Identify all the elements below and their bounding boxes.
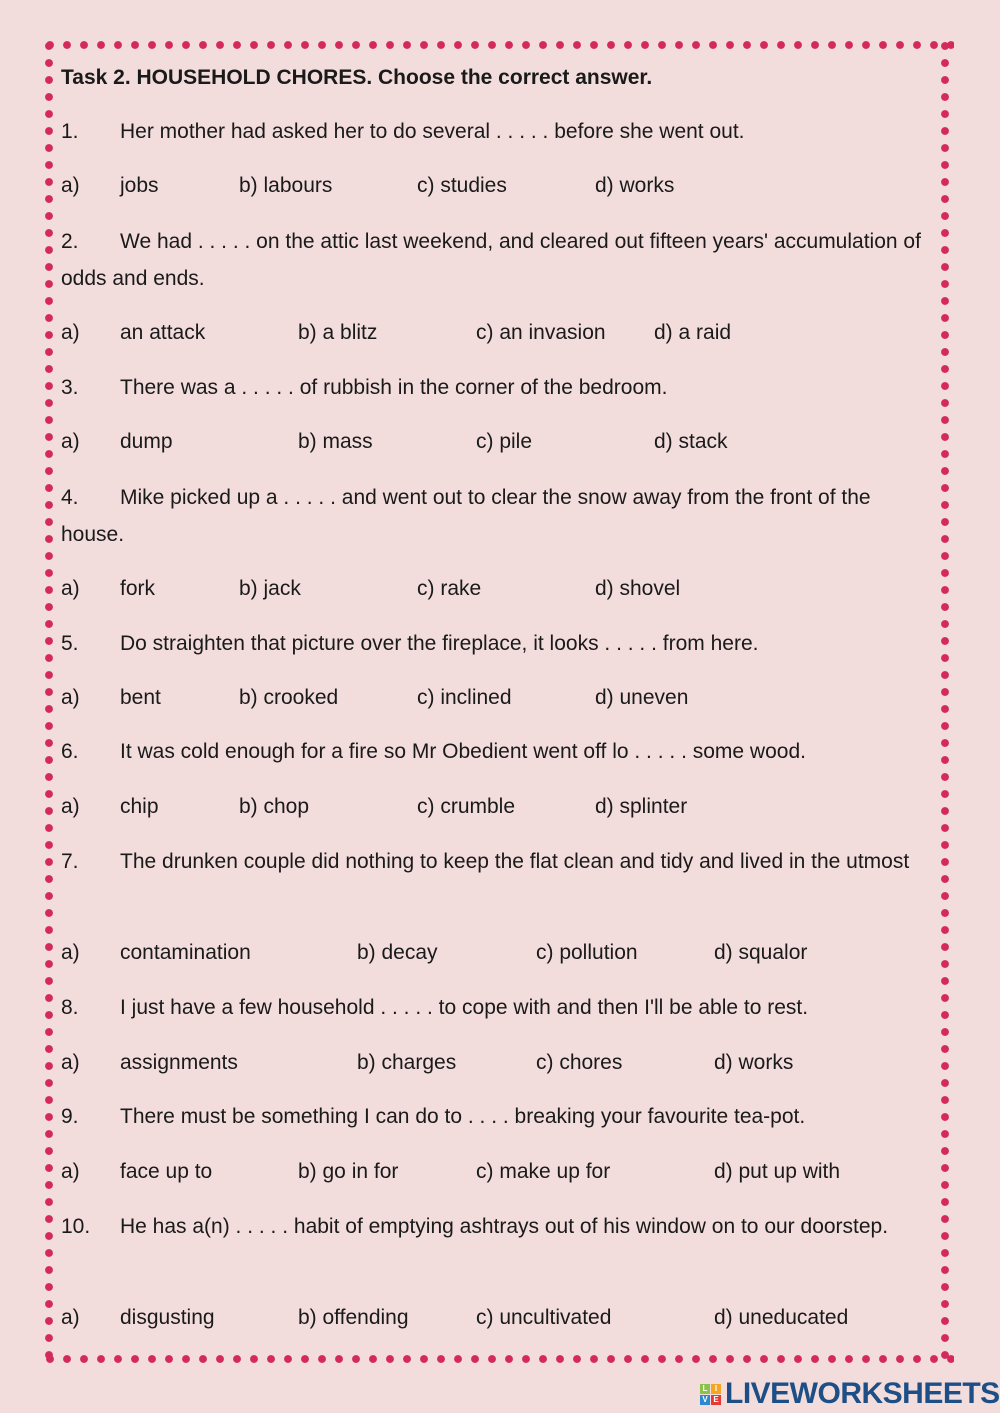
question-number: 6. [61,740,79,763]
question-number: 3. [61,376,79,399]
answer-option[interactable]: d) uneducated [714,1306,849,1329]
answer-option[interactable]: disgusting [120,1306,215,1329]
answer-option[interactable]: b) a blitz [298,321,378,344]
option-a-label: a) [61,321,80,344]
answer-option[interactable]: c) crumble [417,795,516,818]
answer-option[interactable]: d) splinter [595,795,688,818]
question-10 [61,1208,936,1245]
question-number: 5. [61,632,79,655]
option-a-label: a) [61,795,80,818]
logo-text: LIVEWORKSHEETS [725,1377,1000,1410]
answer-option[interactable]: c) make up for [476,1160,611,1183]
answer-option[interactable]: an attack [120,321,206,344]
question-number: 7. [61,850,79,873]
answer-option[interactable]: d) a raid [654,321,732,344]
option-a-label: a) [61,430,80,453]
question-number: 2. [61,230,79,253]
answer-option[interactable]: b) jack [239,577,301,600]
answer-option[interactable]: assignments [120,1051,238,1074]
option-a-label: a) [61,174,80,197]
option-a-label: a) [61,577,80,600]
answer-option[interactable]: d) shovel [595,577,681,600]
answer-option[interactable]: dump [120,430,173,453]
answer-option[interactable]: c) rake [417,577,482,600]
answer-option[interactable]: b) charges [357,1051,457,1074]
answer-option[interactable]: d) put up with [714,1160,841,1183]
answer-option[interactable]: b) decay [357,941,438,964]
liveworksheets-logo [700,1377,1000,1411]
question-number: 1. [61,120,79,143]
answer-option[interactable]: bent [120,686,161,709]
question-text: There was a . . . . . of rubbish in the corner of the bedroom. [120,376,668,399]
question-text: There must be something I can do to . . . . breaking your favourite tea-pot. [120,1105,806,1128]
answer-option[interactable]: face up to [120,1160,213,1183]
answer-option[interactable]: d) squalor [714,941,808,964]
question-text: Do straighten that picture over the fireplace, it looks . . . . . from here. [120,632,759,655]
answer-option[interactable]: b) chop [239,795,310,818]
question-text: He has a(n) . . . . . habit of emptying ashtrays out of his window on to our doorstep. [120,1215,889,1238]
answer-option[interactable]: b) crooked [239,686,339,709]
answer-option[interactable]: c) uncultivated [476,1306,612,1329]
option-a-label: a) [61,1051,80,1074]
question-number: 4. [61,486,79,509]
answer-option[interactable]: fork [120,577,156,600]
question-text: We had . . . . . on the attic last weekend, and cleared out fifteen years' accumulation of odds and ends. [61,230,921,290]
answer-option[interactable]: c) pile [476,430,533,453]
option-a-label: a) [61,686,80,709]
answer-option[interactable]: c) studies [417,174,507,197]
live-badge-icon: L I V E [700,1384,721,1405]
answer-option[interactable]: b) labours [239,174,333,197]
answer-option[interactable]: b) mass [298,430,373,453]
answer-option[interactable]: b) go in for [298,1160,399,1183]
question-text: Mike picked up a . . . . . and went out to clear the snow away from the front of the house. [61,486,871,546]
question-text: Her mother had asked her to do several . . . . . before she went out. [120,120,745,143]
answer-option[interactable]: c) an invasion [476,321,606,344]
task-title: Task 2. HOUSEHOLD CHORES. Choose the correct answer. [61,66,653,89]
question-7 [61,843,936,880]
answer-option[interactable]: c) chores [536,1051,623,1074]
option-a-label: a) [61,941,80,964]
answer-option[interactable]: contamination [120,941,251,964]
answer-option[interactable]: d) uneven [595,686,689,709]
answer-option[interactable]: c) inclined [417,686,512,709]
answer-option[interactable]: jobs [120,174,159,197]
answer-option[interactable]: d) works [714,1051,794,1074]
question-number: 9. [61,1105,79,1128]
question-text: It was cold enough for a fire so Mr Obedient went off lo . . . . . some wood. [120,740,806,763]
question-4 [61,479,936,553]
question-number: 8. [61,996,79,1019]
answer-option[interactable]: chip [120,795,159,818]
question-2 [61,223,936,297]
answer-option[interactable]: b) offending [298,1306,409,1329]
question-text: The drunken couple did nothing to keep the flat clean and tidy and lived in the utmost [120,850,910,873]
question-text: I just have a few household . . . . . to cope with and then I'll be able to rest. [120,996,809,1019]
answer-option[interactable]: c) pollution [536,941,638,964]
option-a-label: a) [61,1306,80,1329]
question-number: 10. [61,1215,91,1238]
answer-option[interactable]: d) works [595,174,675,197]
answer-option[interactable]: d) stack [654,430,728,453]
option-a-label: a) [61,1160,80,1183]
